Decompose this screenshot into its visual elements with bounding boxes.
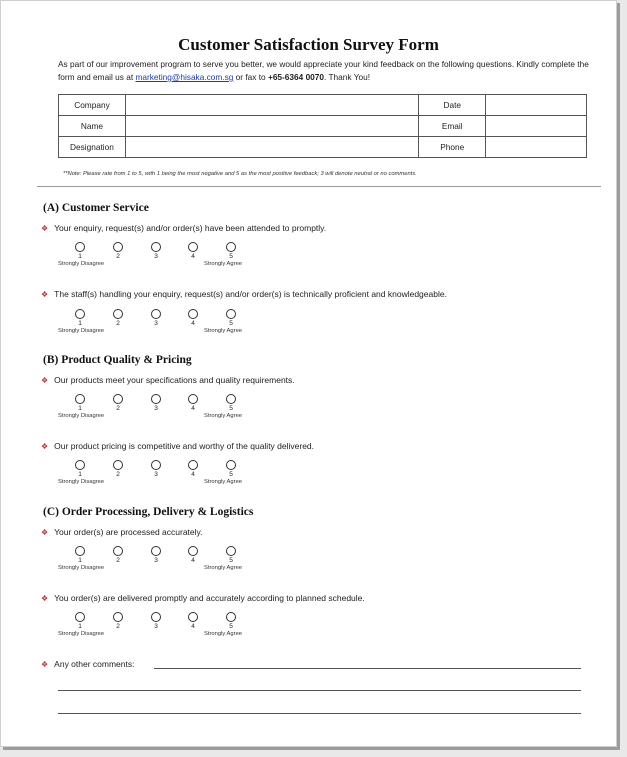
question — [41, 289, 447, 299]
diamond-bullet-icon: ❖ — [41, 528, 49, 537]
radio-circle-icon[interactable] — [75, 309, 85, 319]
rating-option[interactable] — [183, 309, 203, 328]
comments-label-row — [41, 659, 134, 669]
radio-circle-icon[interactable] — [113, 309, 123, 319]
email-field[interactable] — [486, 116, 587, 137]
rating-option[interactable] — [146, 242, 166, 261]
question — [41, 375, 295, 385]
rating-number: 3 — [154, 623, 158, 630]
strongly-disagree-label: Strongly Disagree — [58, 413, 105, 419]
radio-circle-icon[interactable] — [113, 460, 123, 470]
rating-option[interactable] — [221, 612, 241, 631]
radio-circle-icon[interactable] — [151, 546, 161, 556]
radio-circle-icon[interactable] — [226, 309, 236, 319]
designation-label: Designation — [59, 137, 126, 158]
rating-scale — [58, 394, 258, 426]
radio-circle-icon[interactable] — [151, 612, 161, 622]
rating-number: 1 — [78, 320, 82, 327]
radio-circle-icon[interactable] — [188, 242, 198, 252]
rating-option[interactable] — [183, 546, 203, 565]
rating-scale — [58, 309, 258, 341]
rating-number: 5 — [229, 253, 233, 260]
rating-number: 3 — [154, 320, 158, 327]
rating-number: 2 — [116, 405, 120, 412]
question-text: You order(s) are delivered promptly and accurately according to planned schedule. — [54, 593, 365, 603]
rating-number: 2 — [116, 623, 120, 630]
question — [41, 527, 203, 537]
rating-number: 1 — [78, 471, 82, 478]
diamond-bullet-icon: ❖ — [41, 660, 49, 669]
rating-scale — [58, 546, 258, 578]
designation-field[interactable] — [125, 137, 418, 158]
rating-scale — [58, 612, 258, 644]
rating-number: 4 — [191, 320, 195, 327]
rating-option[interactable] — [146, 460, 166, 479]
rating-option[interactable] — [108, 242, 128, 261]
rating-number: 2 — [116, 253, 120, 260]
rating-number: 5 — [229, 623, 233, 630]
radio-circle-icon[interactable] — [75, 612, 85, 622]
rating-option[interactable] — [183, 460, 203, 479]
strongly-disagree-label: Strongly Disagree — [58, 631, 105, 637]
rating-option[interactable] — [70, 612, 90, 631]
rating-number: 2 — [116, 320, 120, 327]
radio-circle-icon[interactable] — [188, 612, 198, 622]
radio-circle-icon[interactable] — [188, 546, 198, 556]
radio-circle-icon[interactable] — [188, 394, 198, 404]
company-field[interactable] — [125, 95, 418, 116]
radio-circle-icon[interactable] — [226, 394, 236, 404]
radio-circle-icon[interactable] — [151, 460, 161, 470]
rating-number: 5 — [229, 320, 233, 327]
question — [41, 223, 326, 233]
intro-part-1: As part of our improvement program to serve you better, we would appreciate your kind feedback on the following questions. Kindly complete the form and email us at — [58, 59, 589, 82]
section-heading: (C) Order Processing, Delivery & Logistics — [43, 506, 254, 518]
company-label: Company — [59, 95, 126, 116]
rating-number: 4 — [191, 253, 195, 260]
question-text: Your enquiry, request(s) and/or order(s) have been attended to promptly. — [54, 223, 327, 233]
info-row-company — [59, 95, 587, 116]
fax-number: +65-6364 0070 — [267, 72, 325, 82]
radio-circle-icon[interactable] — [151, 309, 161, 319]
rating-number: 4 — [191, 405, 195, 412]
rating-option[interactable] — [146, 394, 166, 413]
rating-option[interactable] — [183, 242, 203, 261]
rating-number: 1 — [78, 405, 82, 412]
rating-note: **Note: Please rate from 1 to 5, with 1 being the most negative and 5 as the most positive feedback; 3 will denote neutral or no comments. — [63, 171, 417, 177]
radio-circle-icon[interactable] — [113, 612, 123, 622]
phone-field[interactable] — [486, 137, 587, 158]
rating-number: 4 — [191, 557, 195, 564]
radio-circle-icon[interactable] — [113, 242, 123, 252]
question — [41, 593, 365, 603]
radio-circle-icon[interactable] — [75, 460, 85, 470]
section-heading: (B) Product Quality & Pricing — [43, 354, 192, 366]
radio-circle-icon[interactable] — [226, 242, 236, 252]
strongly-agree-label: Strongly Agree — [204, 413, 243, 419]
rating-number: 3 — [154, 557, 158, 564]
radio-circle-icon[interactable] — [188, 309, 198, 319]
rating-option[interactable] — [108, 309, 128, 328]
rating-number: 3 — [154, 405, 158, 412]
rating-number: 5 — [229, 557, 233, 564]
rating-number: 2 — [116, 557, 120, 564]
question-text: Your order(s) are processed accurately. — [54, 527, 203, 537]
question-text: Our product pricing is competitive and worthy of the quality delivered. — [54, 441, 315, 451]
strongly-agree-label: Strongly Agree — [204, 631, 243, 637]
question — [41, 441, 314, 451]
rating-option[interactable] — [146, 546, 166, 565]
strongly-disagree-label: Strongly Disagree — [58, 565, 105, 571]
rating-option[interactable] — [108, 612, 128, 631]
info-row-name — [59, 116, 587, 137]
rating-number: 5 — [229, 471, 233, 478]
rating-option[interactable] — [146, 612, 166, 631]
strongly-disagree-label: Strongly Disagree — [58, 261, 105, 267]
diamond-bullet-icon: ❖ — [41, 290, 49, 299]
intro-text — [58, 58, 598, 84]
radio-circle-icon[interactable] — [226, 612, 236, 622]
comments-label: Any other comments: — [54, 659, 135, 669]
rating-option[interactable] — [183, 394, 203, 413]
rating-option[interactable] — [108, 546, 128, 565]
radio-circle-icon[interactable] — [151, 242, 161, 252]
radio-circle-icon[interactable] — [113, 394, 123, 404]
radio-circle-icon[interactable] — [151, 394, 161, 404]
radio-circle-icon[interactable] — [75, 546, 85, 556]
phone-label: Phone — [419, 137, 486, 158]
rating-option[interactable] — [146, 309, 166, 328]
rating-number: 4 — [191, 623, 195, 630]
info-row-designation — [59, 137, 587, 158]
info-table — [58, 94, 587, 158]
rating-option[interactable] — [108, 460, 128, 479]
strongly-disagree-label: Strongly Disagree — [58, 328, 105, 334]
strongly-agree-label: Strongly Agree — [204, 328, 243, 334]
strongly-agree-label: Strongly Agree — [204, 479, 243, 485]
rating-scale — [58, 242, 258, 274]
rating-number: 1 — [78, 253, 82, 260]
comment-line-1[interactable] — [154, 668, 581, 669]
rating-option[interactable] — [221, 546, 241, 565]
rating-option[interactable] — [183, 612, 203, 631]
diamond-bullet-icon: ❖ — [41, 224, 49, 233]
rating-option[interactable] — [221, 394, 241, 413]
rating-number: 1 — [78, 557, 82, 564]
radio-circle-icon[interactable] — [188, 460, 198, 470]
rating-number: 3 — [154, 253, 158, 260]
strongly-agree-label: Strongly Agree — [204, 261, 243, 267]
rating-number: 1 — [78, 623, 82, 630]
email-label: Email — [419, 116, 486, 137]
intro-part-2: or fax to — [233, 72, 268, 82]
email-link[interactable]: marketing@hisaka.com.sg — [135, 72, 234, 82]
rating-option[interactable] — [70, 546, 90, 565]
rating-option[interactable] — [221, 460, 241, 479]
date-label: Date — [419, 95, 486, 116]
rating-option[interactable] — [70, 242, 90, 261]
rating-option[interactable] — [70, 309, 90, 328]
radio-circle-icon[interactable] — [226, 546, 236, 556]
radio-circle-icon[interactable] — [113, 546, 123, 556]
rating-number: 4 — [191, 471, 195, 478]
divider — [37, 186, 601, 187]
rating-number: 2 — [116, 471, 120, 478]
rating-option[interactable] — [70, 460, 90, 479]
section-heading: (A) Customer Service — [43, 202, 149, 214]
name-label: Name — [59, 116, 126, 137]
radio-circle-icon[interactable] — [75, 242, 85, 252]
strongly-disagree-label: Strongly Disagree — [58, 479, 105, 485]
comment-line-2[interactable] — [58, 690, 581, 691]
rating-scale — [58, 460, 258, 492]
question-text: The staff(s) handling your enquiry, request(s) and/or order(s) is technically proficient and knowledgeable. — [54, 289, 447, 299]
diamond-bullet-icon: ❖ — [41, 594, 49, 603]
form-title: Customer Satisfaction Survey Form — [178, 35, 439, 54]
diamond-bullet-icon: ❖ — [41, 376, 49, 385]
rating-option[interactable] — [221, 309, 241, 328]
rating-option[interactable] — [221, 242, 241, 261]
rating-option[interactable] — [108, 394, 128, 413]
question-text: Our products meet your specifications and quality requirements. — [54, 375, 295, 385]
strongly-agree-label: Strongly Agree — [204, 565, 243, 571]
rating-number: 5 — [229, 405, 233, 412]
date-field[interactable] — [486, 95, 587, 116]
radio-circle-icon[interactable] — [75, 394, 85, 404]
rating-option[interactable] — [70, 394, 90, 413]
rating-number: 3 — [154, 471, 158, 478]
comment-line-3[interactable] — [58, 713, 581, 714]
radio-circle-icon[interactable] — [226, 460, 236, 470]
intro-part-3: . Thank You! — [324, 72, 371, 82]
diamond-bullet-icon: ❖ — [41, 442, 49, 451]
name-field[interactable] — [125, 116, 418, 137]
